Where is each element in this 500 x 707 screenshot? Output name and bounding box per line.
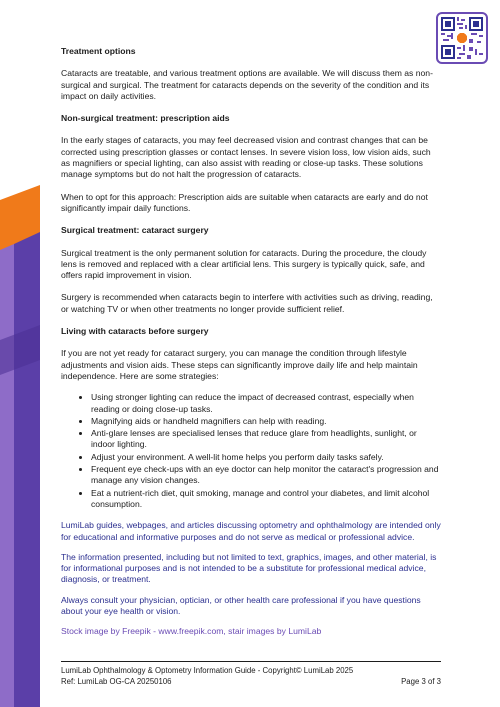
image-credit: Stock image by Freepik - www.freepik.com, stair images by LumiLab: [61, 626, 322, 637]
paragraph-surgical-1: Surgical treatment is the only permanent solution for cataracts. During the procedure, the cloudy lens is removed and replaced with a clear artificial lens. This surgery is typically quick, safe, and offers rapid improvement in vision.: [61, 247, 427, 281]
disclaimer-consult: Always consult your physician, optician, or other health care professional if you have questions about your eye health or vision.: [61, 594, 421, 616]
disclaimer-information: The information presented, including but not limited to text, graphics, images, and other material, is for informational purposes and is not intended to be a substitute for professional medical advice, diagnosis, or treatment.: [61, 551, 437, 585]
list-item: • Adjust your environment. A well-lit home helps you perform daily tasks safely.: [91, 452, 441, 463]
qr-code[interactable]: [436, 12, 488, 64]
footer-reference: Ref: LumiLab OG-CA 20250106: [61, 677, 172, 686]
paragraph-living: If you are not yet ready for cataract surgery, you can manage the condition through lifestyle adjustments and vision aids. These steps can significantly improve daily life and help maintain independence. Here are some strategies:: [61, 348, 418, 381]
list-item: • Magnifying aids or handheld magnifiers can help with reading.: [91, 416, 441, 427]
heading-surgical: Surgical treatment: cataract surgery: [61, 225, 209, 236]
page-footer: [61, 661, 441, 687]
list-item: • Eat a nutrient-rich diet, quit smoking, manage and control your diabetes, and limit alcohol consumption.: [91, 488, 441, 511]
heading-treatment-options: Treatment options: [61, 46, 136, 56]
page-number: Page 3 of 3: [401, 677, 441, 686]
disclaimer-educational: LumiLab guides, webpages, and articles discussing optometry and ophthalmology are intended only for educational and informative purposes and do not serve as medical or professional advice.: [61, 520, 441, 542]
qr-code-icon: [441, 17, 483, 59]
list-item: • Anti-glare lenses are specialised lenses that reduce glare from headlights, sunlight, or indoor lighting.: [91, 428, 441, 451]
heading-living: Living with cataracts before surgery: [61, 326, 209, 337]
paragraph-non-surgical-2: When to opt for this approach: Prescription aids are suitable when cataracts are early and do not significantly impair daily functions.: [61, 191, 428, 213]
document-body: [61, 46, 441, 638]
paragraph-non-surgical-1: In the early stages of cataracts, you may feel decreased vision and contrast changes that can be corrected using prescription glasses or contact lenses. In severe vision loss, low vision aids, such as magnifiers or special lighting, can also assist with reading or close-up tasks. These solutions manage symptoms but do not halt the progression of cataracts.: [61, 135, 431, 180]
paragraph-surgical-2: Surgery is recommended when cataracts begin to interfere with activities such as driving, reading, or watching TV or when other treatments no longer provide sufficient relief.: [61, 292, 433, 314]
list-item: • Using stronger lighting can reduce the impact of decreased contrast, especially when reading or doing close-up tasks.: [91, 392, 441, 415]
paragraph-treatment-options: Cataracts are treatable, and various treatment options are available. We will discuss them as non-surgical and surgical. The treatment for cataracts depends on the severity of the condition and its impact on daily activities.: [61, 68, 433, 101]
heading-non-surgical: Non-surgical treatment: prescription aids: [61, 113, 230, 124]
decorative-stripe: [0, 0, 48, 707]
list-item: • Frequent eye check-ups with an eye doctor can help monitor the cataract's progression and manage any vision changes.: [91, 464, 441, 487]
footer-copyright: LumiLab Ophthalmology & Optometry Information Guide - Copyright© LumiLab 2025: [61, 666, 354, 675]
strategies-list: [61, 392, 441, 510]
footer-row: [61, 676, 441, 687]
